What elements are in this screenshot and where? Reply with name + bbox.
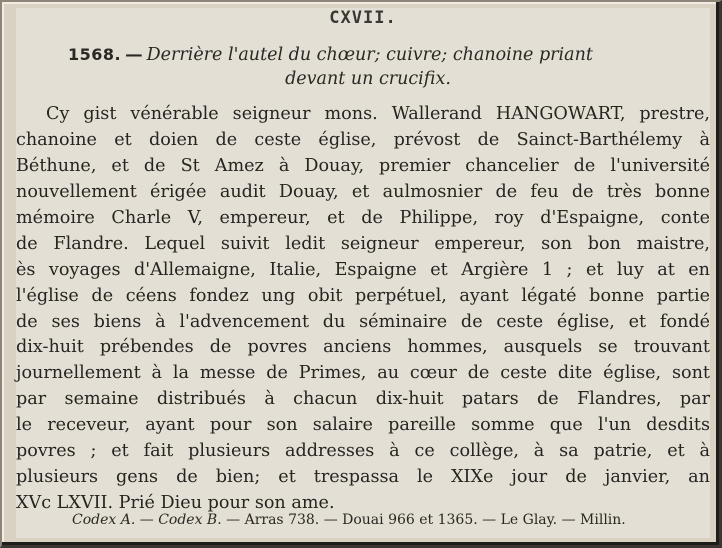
text-line: ès voyages d'Allemaigne, Italie, Espaigne et Argière 1 ; et luy at en [16,259,710,280]
entry-title [68,43,668,91]
text-line: de ses biens à l'advencement du séminaire de ceste église, et fondé [16,311,710,332]
inscription-text [16,102,710,517]
text-line: mémoire Charle V, empereur, et de Philippe, roy d'Espaigne, conte [16,207,710,228]
text-line: journellement à la messe de Primes, au cœur de ceste dite église, sont [16,363,710,384]
codex-a-ref: Codex A. [72,512,136,528]
text-line: le receveur, ayant pour son salaire pareille somme que l'un desdits [16,415,710,436]
text-line: povres ; et fait plusieurs addresses à ce collège, à sa patrie, et à [16,441,710,462]
entry-description-line1: Derrière l'autel du chœur; cuivre; chanoine priant [146,45,593,65]
text-line: l'église de céens fondez ung obit perpétuel, ayant légaté bonne partie [16,285,710,306]
codex-b-ref: Codex B. [158,512,222,528]
text-line: XVc LXVII. Prié Dieu pour son ame. [16,493,335,514]
text-line: plusieurs gens de bien; et trespassa le XIXe jour de janvier, an [16,467,710,488]
text-line: chanoine et doien de ceste église, prévost de Sainct-Barthélemy à [16,129,710,150]
other-sources: — Arras 738. — Douai 966 et 1365. — Le Glay. — Millin. [226,512,626,528]
footer-separator: — [139,512,154,528]
text-line: par semaine distribués à chacun dix-huit patars de Flandres, par [16,389,710,410]
title-dash: — [125,45,143,65]
entry-description-line2: devant un crucifix. [285,69,451,89]
text-line: Cy gist vénérable seigneur mons. Wallerand HANGOWART, prestre, [46,104,710,124]
source-references [72,512,692,528]
text-line: de Flandre. Lequel suivit ledit seigneur empereur, son bon maistre, [16,233,710,254]
page [16,8,710,538]
text-line: Béthune, et de St Amez à Douay, premier chancelier de l'université [16,155,710,176]
page-number: CXVII. [329,8,397,28]
entry-year: 1568. [68,45,122,64]
text-line: nouvellement érigée audit Douay, et aulmosnier de feu de très bonne [16,181,710,202]
text-line: dix-huit prébendes de povres anciens hommes, ausquels se trouvant [16,337,710,358]
